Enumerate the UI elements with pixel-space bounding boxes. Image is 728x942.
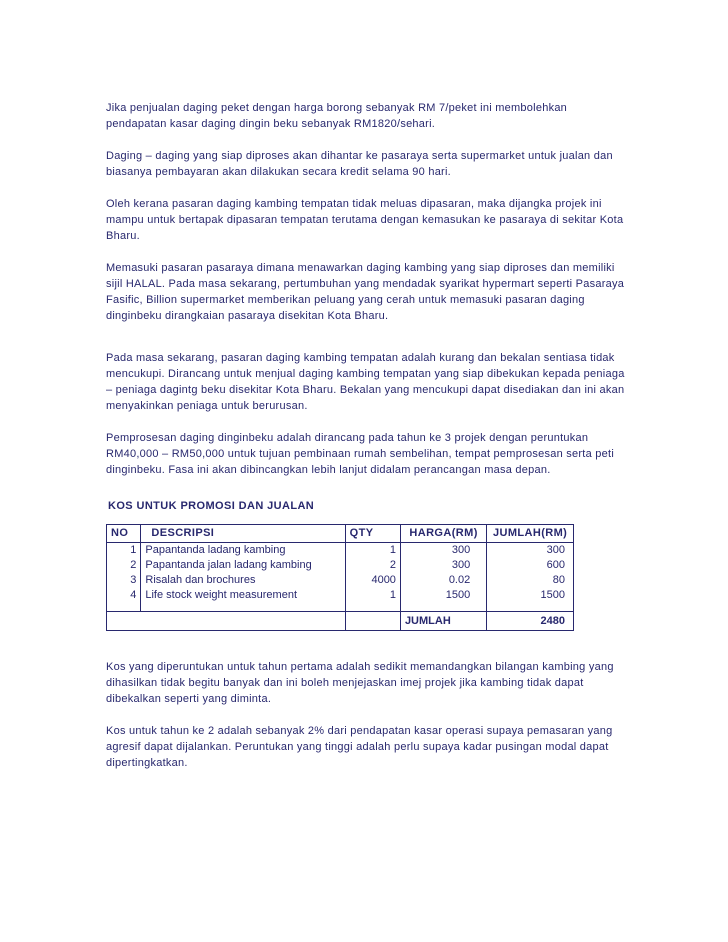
cell-jumlah: 1500	[487, 588, 574, 603]
cell-jumlah: 80	[487, 573, 574, 588]
col-header-qty: QTY	[345, 525, 400, 543]
cell-desc: Papantanda jalan ladang kambing	[141, 558, 345, 573]
col-header-jumlah: JUMLAH(RM)	[487, 525, 574, 543]
cell-harga: 0.02	[400, 573, 486, 588]
col-header-no: NO	[107, 525, 141, 543]
spacer	[106, 340, 626, 350]
cell-desc: Life stock weight measurement	[141, 588, 345, 603]
cell-desc: Risalah dan brochures	[141, 573, 345, 588]
cell-qty: 4000	[345, 573, 400, 588]
promotion-cost-table	[106, 524, 574, 631]
paragraph-supermarket: Memasuki pasaran pasaraya dimana menawarkan daging kambing yang siap diproses dan memiliki sijil HALAL. Pada masa sekarang, pertumbuhan yang mendadak syarikat hypermart seperti Pasaraya Fasific, Billion supermarket memberikan peluang yang cerah untuk memasuki pasaran daging dinginbeku dirangkaian pasaraya disekitan Kota Bharu.	[106, 262, 625, 322]
cell-empty	[345, 612, 400, 631]
total-label: JUMLAH	[400, 612, 486, 631]
cell-harga: 1500	[400, 588, 486, 603]
table-heading: KOS UNTUK PROMOSI DAN JUALAN	[108, 500, 315, 512]
col-header-desc: DESCRIPSI	[141, 525, 345, 543]
cell-qty: 1	[345, 588, 400, 603]
col-header-harga: HARGA(RM)	[400, 525, 486, 543]
paragraph-income: Jika penjualan daging peket dengan harga borong sebanyak RM 7/peket ini membolehkan pendapatan kasar daging dingin beku sebanyak RM1820/sehari.	[106, 102, 568, 130]
table-header-row	[107, 525, 574, 543]
paragraph-local-market: Oleh kerana pasaran daging kambing tempatan tidak meluas dipasaran, maka dijangka projek ini mampu untuk bertapak dipasaran tempatan terutama dengan kemasukan ke pasaraya di sekitar Kota Bharu.	[106, 198, 624, 242]
cell-no: 4	[107, 588, 141, 603]
cell-empty	[141, 612, 345, 631]
cell-desc: Papantanda ladang kambing	[141, 543, 345, 559]
table-total-row	[107, 612, 574, 631]
table-spacer-row	[107, 603, 574, 612]
cell-qty: 2	[345, 558, 400, 573]
cell-harga: 300	[400, 543, 486, 559]
cell-jumlah: 300	[487, 543, 574, 559]
paragraph-first-year-cost: Kos yang diperuntukan untuk tahun pertama adalah sedikit memandangkan bilangan kambing yang dihasilkan tidak begitu banyak dan ini boleh menjejaskan imej projek jika kambing tidak dapat dibekalkan seperti yang diminta.	[106, 661, 614, 705]
cell-empty	[107, 612, 141, 631]
table-row	[107, 558, 574, 573]
table-row	[107, 543, 574, 559]
table-row	[107, 573, 574, 588]
paragraph-processing: Pemprosesan daging dinginbeku adalah dirancang pada tahun ke 3 projek dengan peruntukan RM40,000 – RM50,000 untuk tujuan pembinaan rumah sembelihan, tempat pemprosesan serta peti dinginbeku. Fasa ini akan dibincangkan lebih lanjut didalam perancangan masa depan.	[106, 432, 615, 476]
paragraph-second-year-cost: Kos untuk tahun ke 2 adalah sebanyak 2% dari pendapatan kasar operasi supaya pemasaran yang agresif dapat dijalankan. Peruntukan yang tinggi adalah perlu supaya kadar pusingan modal dapat dipertingkatkan.	[106, 725, 613, 769]
cell-no: 1	[107, 543, 141, 559]
table-row	[107, 588, 574, 603]
document-page	[106, 100, 626, 787]
cell-no: 2	[107, 558, 141, 573]
cell-no: 3	[107, 573, 141, 588]
cell-harga: 300	[400, 558, 486, 573]
cell-jumlah: 600	[487, 558, 574, 573]
total-value: 2480	[487, 612, 574, 631]
paragraph-current-market: Pada masa sekarang, pasaran daging kambing tempatan adalah kurang dan bekalan sentiasa tidak mencukupi. Dirancang untuk menjual daging kambing tempatan yang siap dibekukan kepada peniaga – peniaga dagintg beku disekitar Kota Bharu. Bekalan yang mencukupi dapat disediakan dan ini akan menyakinkan peniaga untuk berurusan.	[106, 352, 625, 412]
paragraph-delivery: Daging – daging yang siap diproses akan dihantar ke pasaraya serta supermarket untuk jualan dan biasanya pembayaran akan dilakukan secara kredit selama 90 hari.	[106, 150, 613, 178]
cell-qty: 1	[345, 543, 400, 559]
